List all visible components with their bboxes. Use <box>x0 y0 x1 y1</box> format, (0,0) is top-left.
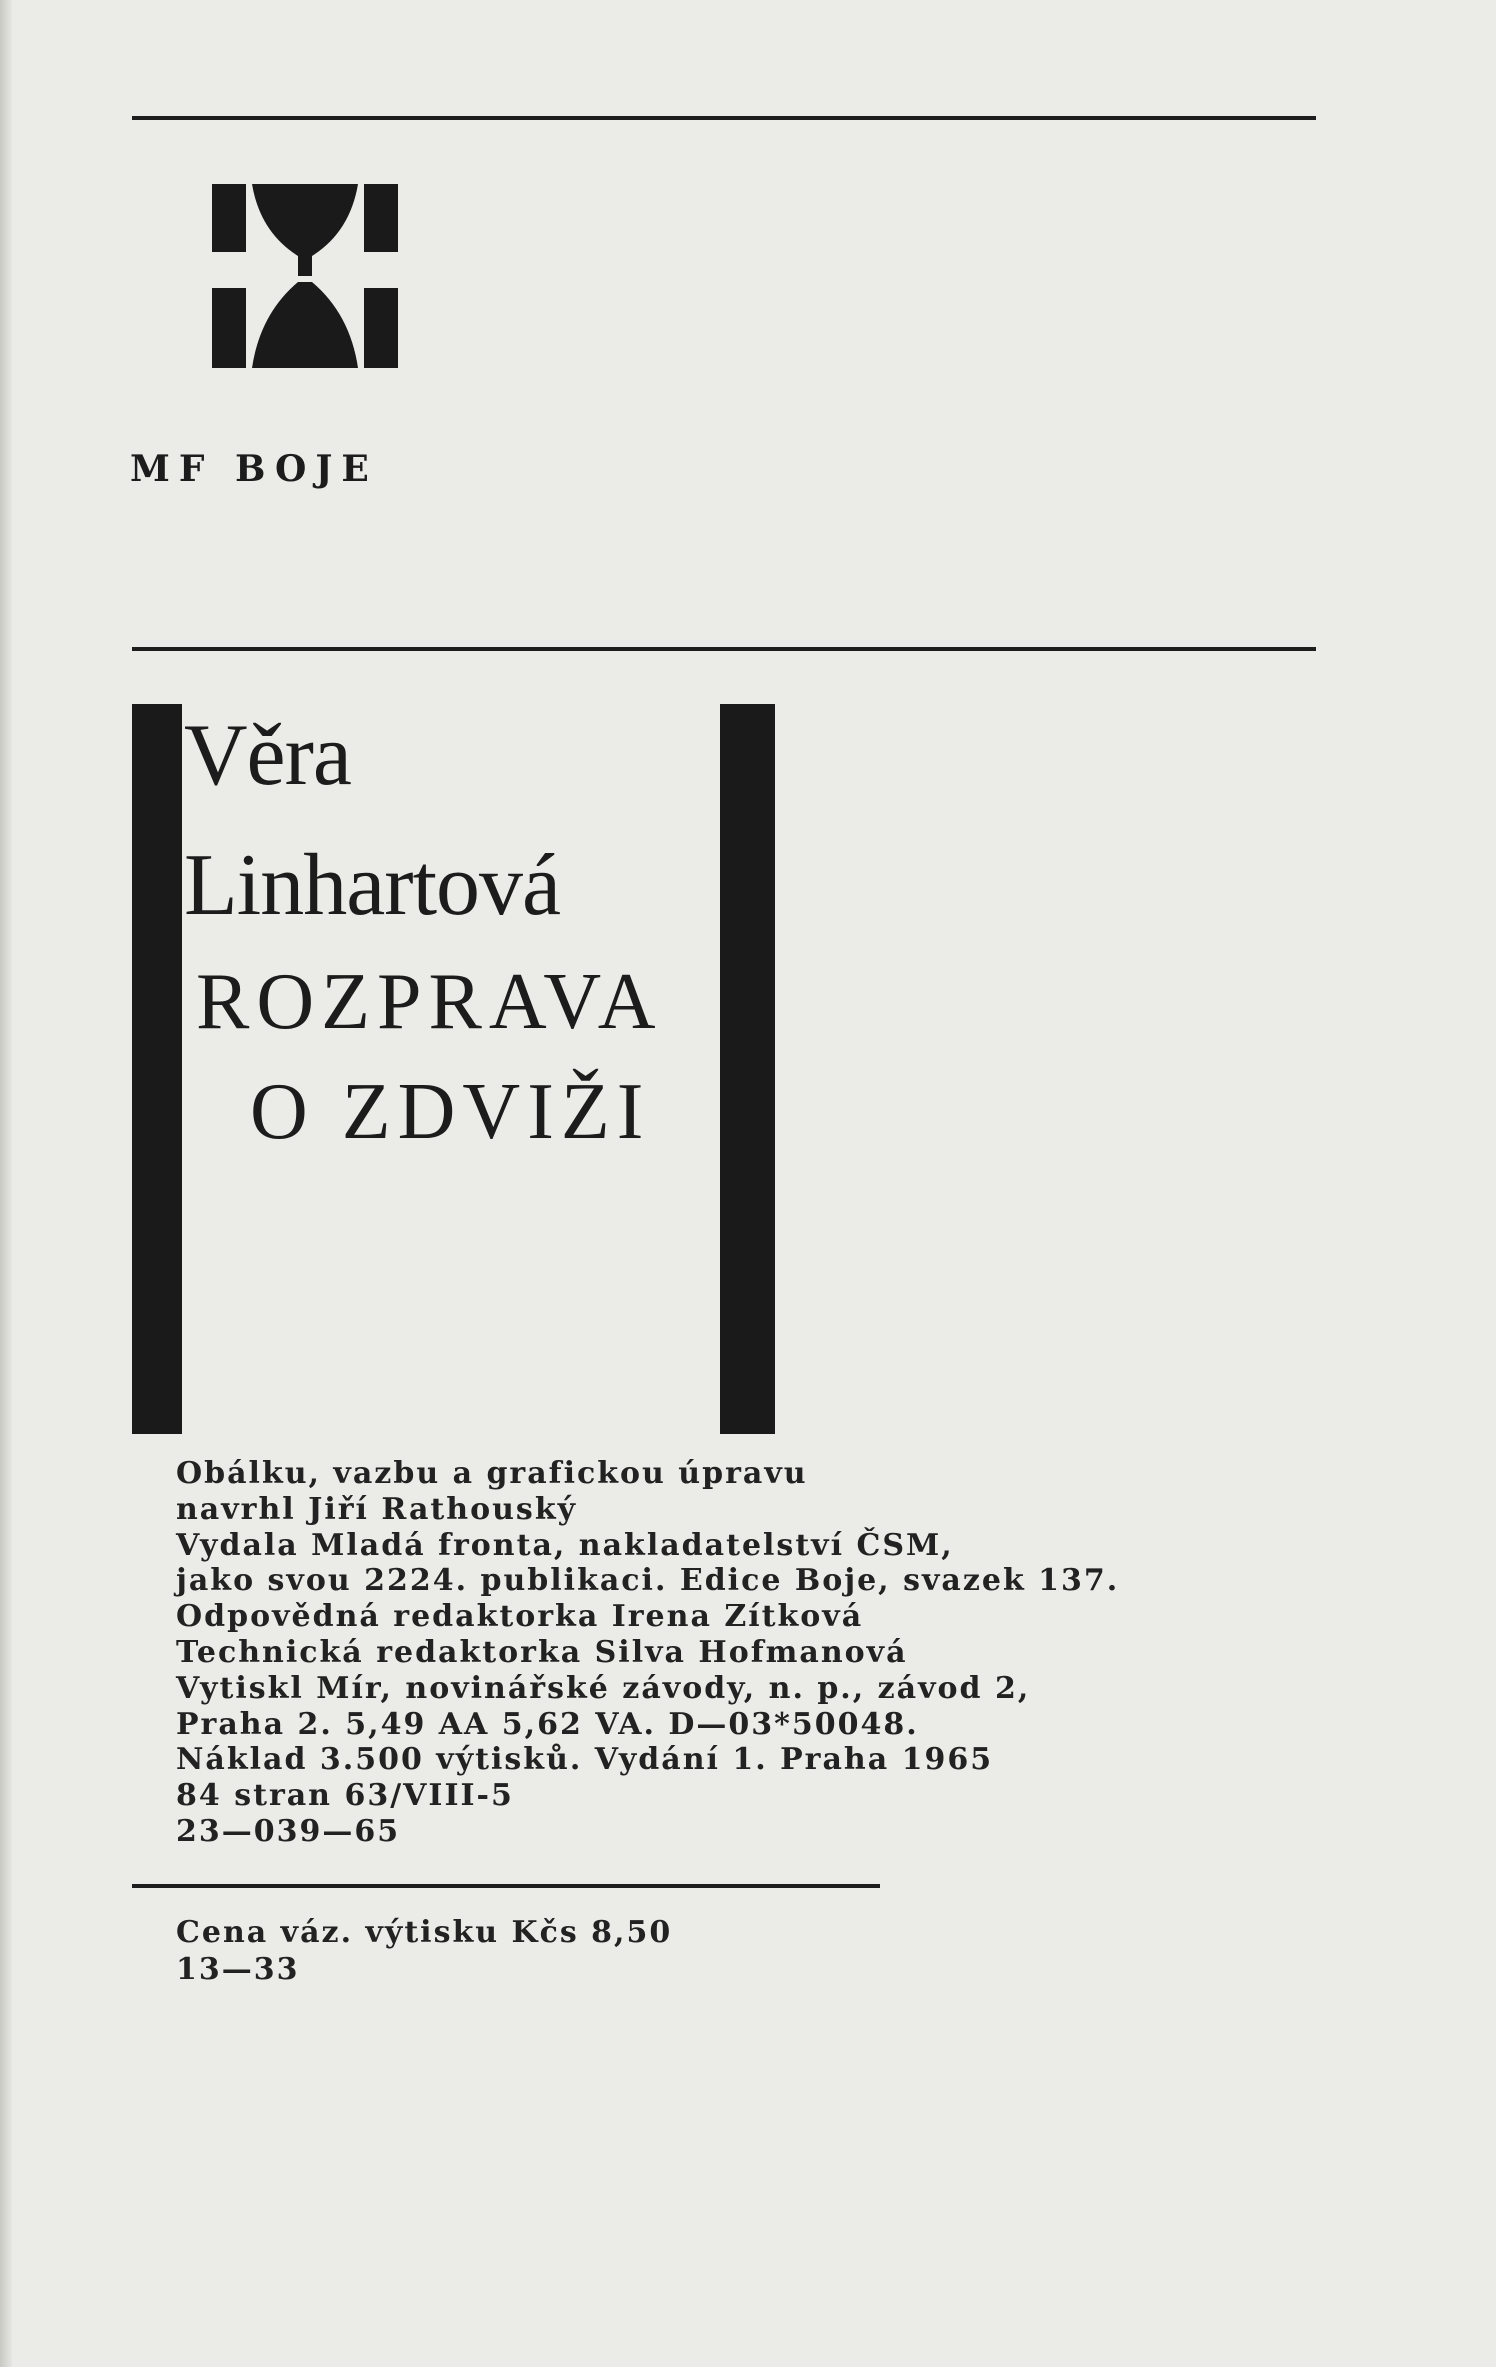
colophon <box>176 1456 1119 1850</box>
middle-rule <box>132 647 1316 651</box>
colophon-line: Vydala Mladá fronta, nakladatelství ČSM, <box>176 1527 954 1563</box>
publisher-logo-icon <box>212 184 398 368</box>
price-line: Cena váz. výtisku Kčs 8,50 <box>176 1915 673 1950</box>
right-black-bar <box>720 704 775 1434</box>
author-last-name: Linhartová <box>184 837 561 934</box>
top-rule <box>132 116 1316 120</box>
price-rule <box>132 1884 880 1888</box>
colophon-line: Technická redaktorka Silva Hofmanová <box>176 1634 908 1670</box>
colophon-line: Vytiskl Mír, novinářské závody, n. p., závod 2, <box>176 1670 1031 1706</box>
book-title-line-2: O ZDVIŽI <box>250 1068 651 1156</box>
price-code: 13—33 <box>176 1952 300 1987</box>
colophon-line: 84 stran 63/VIII-5 <box>176 1778 514 1814</box>
page-edge <box>0 0 12 2367</box>
colophon-line: Náklad 3.500 výtisků. Vydání 1. Praha 1965 <box>176 1742 994 1778</box>
colophon-line: Praha 2. 5,49 AA 5,62 VA. D—03*50048. <box>176 1706 919 1742</box>
colophon-line: Obálku, vazbu a grafickou úpravu <box>176 1456 808 1491</box>
left-black-bar <box>132 704 182 1434</box>
author-first-name: Věra <box>184 707 351 804</box>
colophon-line: jako svou 2224. publikaci. Edice Boje, svazek 137. <box>176 1563 1120 1599</box>
colophon-line: navrhl Jiří Rathouský <box>176 1491 578 1527</box>
colophon-line: 23—039—65 <box>176 1813 401 1849</box>
publisher-label: MF BOJE <box>130 448 378 490</box>
price-block <box>176 1914 672 1988</box>
book-title-line-1: ROZPRAVA <box>196 958 663 1046</box>
colophon-line: Odpovědná redaktorka Irena Zítková <box>176 1599 864 1635</box>
